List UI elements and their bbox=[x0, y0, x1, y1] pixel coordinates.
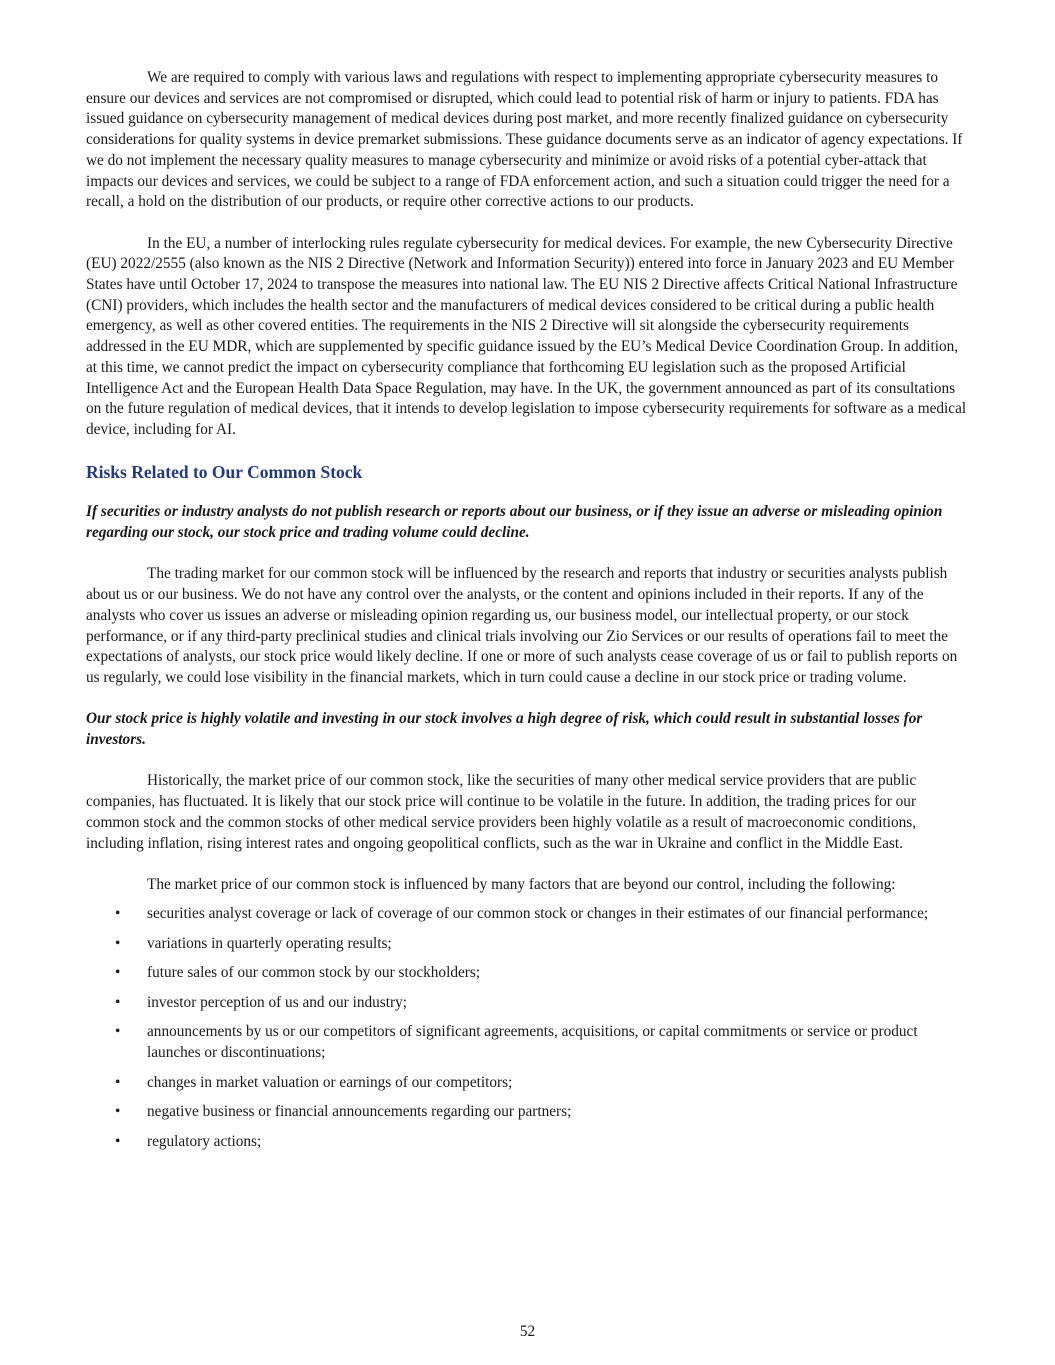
bullet-marker: • bbox=[115, 993, 121, 1011]
list-item-text: negative business or financial announcements regarding our partners; bbox=[147, 1103, 572, 1121]
risk-factor-heading-analysts: If securities or industry analysts do not publish research or reports about our business, or if they issue an adverse or misleading opinion regarding our stock, our stock price and trading volume could decline. bbox=[86, 503, 943, 542]
list-item-text: regulatory actions; bbox=[147, 1132, 262, 1150]
factors-bullet-list bbox=[86, 904, 970, 1152]
paragraph-cybersecurity-eu: In the EU, a number of interlocking rules regulate cybersecurity for medical devices. For example, the new Cybersecurity Directive (EU) 2022/2555 (also known as the NIS 2 Directive (Network and Information Security)) entered into force in January 2023 and EU Member States have until October 17, 2024 to transpose the measures into national law. The EU NIS 2 Directive affects Critical National Infrastructure (CNI) providers, which includes the health sector and the manufacturers of medical devices considered to be critical during a public health emergency, as well as other covered entities. The requirements in the NIS 2 Directive will sit alongside the cybersecurity requirements addressed in the EU MDR, which are supplemented by specific guidance issued by the EU’s Medical Device Coordination Group. In addition, at this time, we cannot predict the impact on cybersecurity compliance that forthcoming EU legislation such as the proposed Artificial Intelligence Act and the European Health Data Space Regulation, may have. In the UK, the government announced as part of its consultations on the future regulation of medical devices, that it intends to develop legislation to impose cybersecurity requirements for software as a medical device, including for AI. bbox=[86, 234, 967, 438]
list-item-text: changes in market valuation or earnings of our competitors; bbox=[147, 1073, 513, 1091]
bullet-marker: • bbox=[115, 934, 121, 952]
list-item-text: securities analyst coverage or lack of coverage of our common stock or changes in their estimates of our financial performance; bbox=[147, 905, 929, 923]
list-item bbox=[86, 1073, 970, 1094]
bullet-marker: • bbox=[115, 1073, 121, 1091]
list-item-text: announcements by us or our competitors of significant agreements, acquisitions, or capital commitments or service or product launches or discontinuations; bbox=[147, 1023, 918, 1062]
list-item bbox=[86, 1102, 970, 1123]
list-item bbox=[86, 1132, 970, 1153]
list-item-text: investor perception of us and our industry; bbox=[147, 993, 407, 1011]
list-item bbox=[86, 993, 970, 1014]
paragraph-volatility-history: Historically, the market price of our common stock, like the securities of many other medical service providers that are public companies, has fluctuated. It is likely that our stock price will continue to be volatile in the future. In addition, the trading prices for our common stock and the common stocks of other medical service providers been highly volatile as a result of macroeconomic conditions, including inflation, rising interest rates and ongoing geopolitical conflicts, such as the war in Ukraine and conflict in the Middle East. bbox=[86, 772, 917, 852]
list-item bbox=[86, 904, 970, 925]
list-item bbox=[86, 934, 970, 955]
paragraph-analysts: The trading market for our common stock will be influenced by the research and reports that industry or securities analysts publish about us or our business. We do not have any control over the analysts, or the content and opinions included in their reports. If any of the analysts who cover us issues an adverse or misleading opinion regarding us, our business model, our intellectual property, or our stock performance, or if any third-party preclinical studies and clinical trials involving our Zio Services or our results of operations fail to meet the expectations of analysts, our stock price would likely decline. If one or more of such analysts cease coverage of us or fail to publish reports on us regularly, we could lose visibility in the financial markets, which in turn could cause a decline in our stock price or trading volume. bbox=[86, 565, 958, 686]
list-item-text: future sales of our common stock by our stockholders; bbox=[147, 964, 481, 982]
risk-factor-heading-volatility: Our stock price is highly volatile and investing in our stock involves a high degree of risk, which could result in substantial losses for investors. bbox=[86, 710, 923, 749]
bullet-marker: • bbox=[115, 1103, 121, 1121]
list-item bbox=[86, 1022, 970, 1063]
paragraph-volatility-factors: The market price of our common stock is influenced by many factors that are beyond our control, including the following: bbox=[147, 875, 896, 893]
section-heading: Risks Related to Our Common Stock bbox=[86, 462, 363, 483]
list-item bbox=[86, 963, 970, 984]
list-item-text: variations in quarterly operating results; bbox=[147, 934, 392, 952]
bullet-marker: • bbox=[115, 964, 121, 982]
bullet-marker: • bbox=[115, 1023, 121, 1041]
paragraph-cybersecurity-fda: We are required to comply with various laws and regulations with respect to implementing appropriate cybersecurity measures to ensure our devices and services are not compromised or disrupted, which could lead to potential risk of harm or injury to patients. FDA has issued guidance on cybersecurity management of medical devices during post market, and more recently finalized guidance on cybersecurity considerations for quality systems in device premarket submissions. These guidance documents serve as an indicator of agency expectations. If we do not implement the necessary quality measures to manage cybersecurity and minimize or avoid risks of a potential cyber-attack that impacts our devices and services, we could be subject to a range of FDA enforcement action, and such a situation could trigger the need for a recall, a hold on the distribution of our products, or require other corrective actions to our products. bbox=[86, 69, 963, 211]
bullet-marker: • bbox=[115, 905, 121, 923]
bullet-marker: • bbox=[115, 1132, 121, 1150]
document-page bbox=[86, 68, 970, 1161]
page-number: 52 bbox=[519, 1323, 536, 1340]
